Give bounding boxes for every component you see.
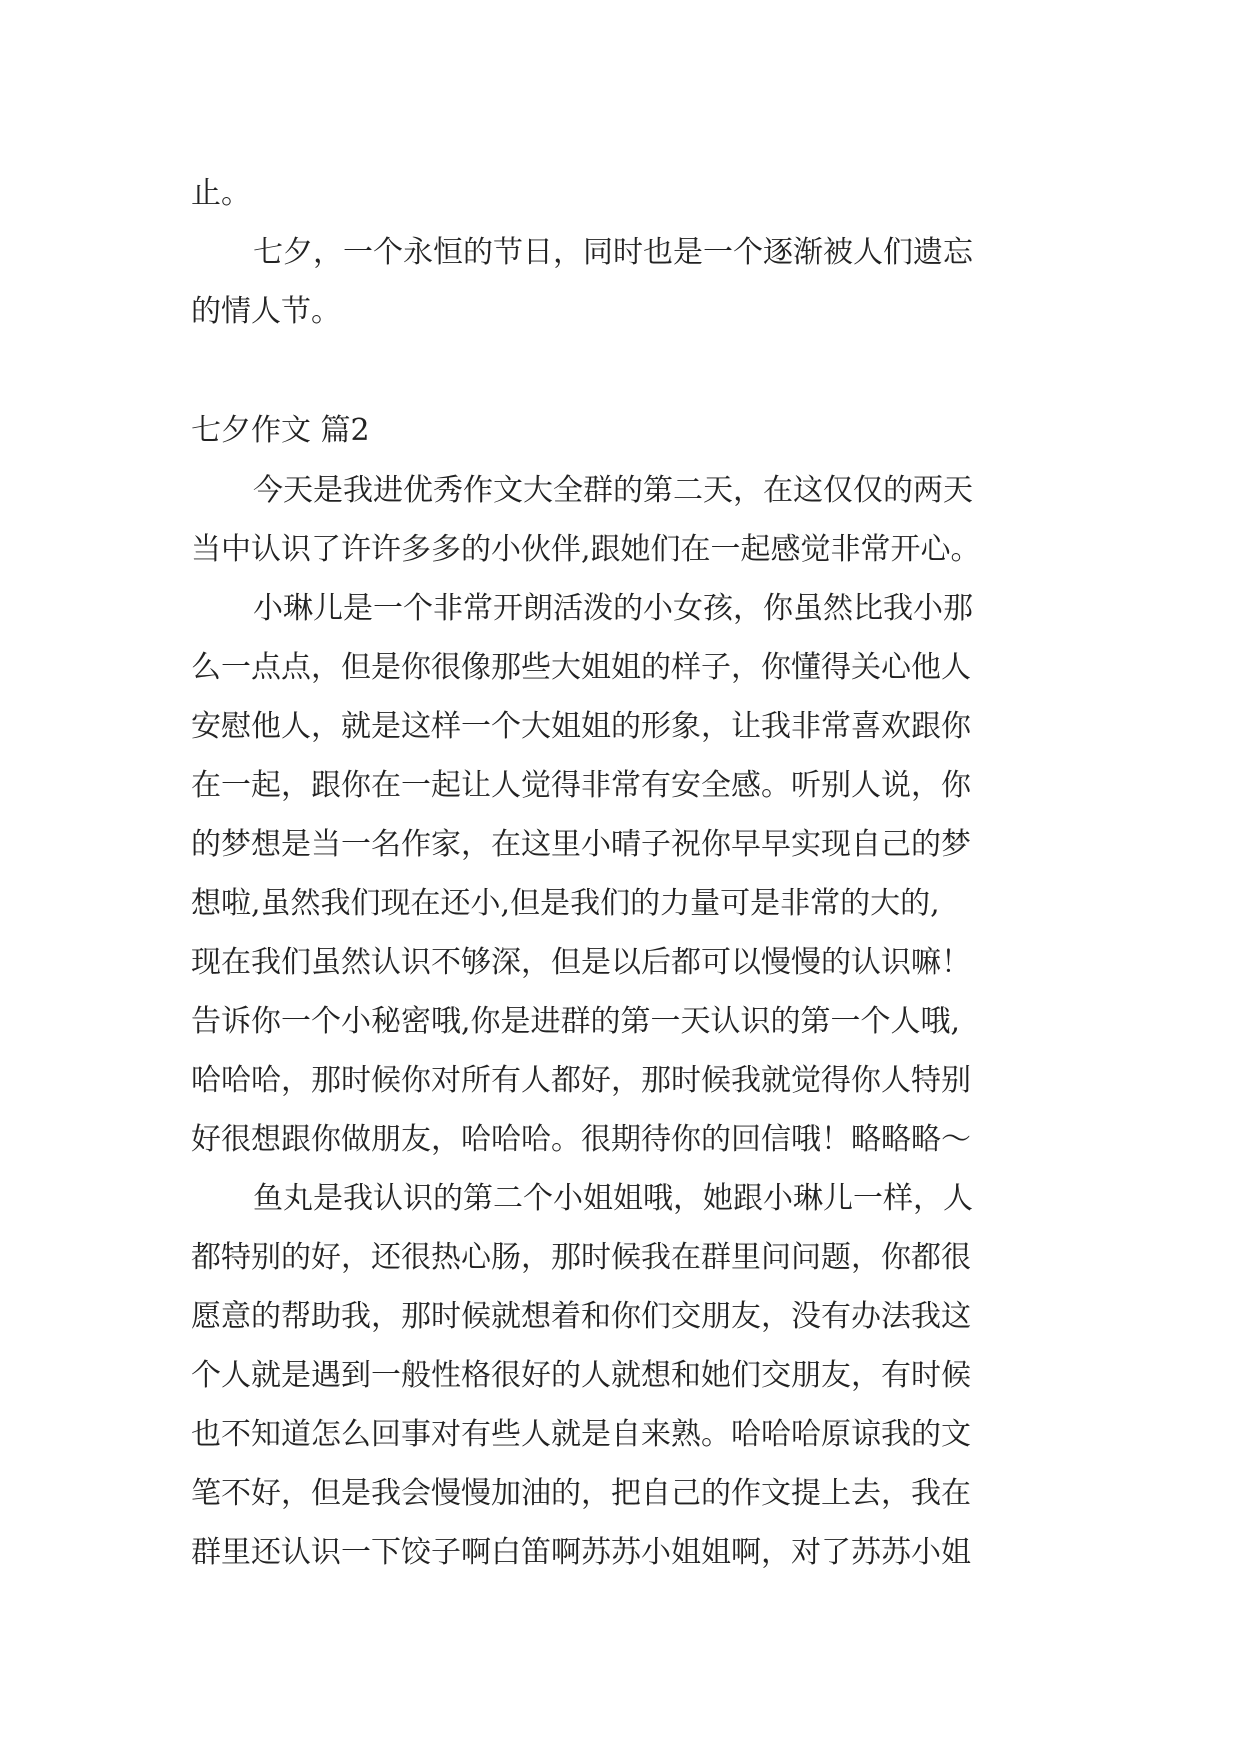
text-line: 七夕，一个永恒的节日，同时也是一个逐渐被人们遗忘 [253, 235, 973, 270]
paragraph-2 [191, 579, 1061, 1169]
section-heading: 七夕作文 篇2 [191, 413, 370, 448]
text-line: 当中认识了许许多多的小伙伴,跟她们在一起感觉非常开心。 [191, 532, 981, 567]
text-line: 哈哈哈，那时候你对所有人都好，那时候我就觉得你人特别 [191, 1063, 971, 1098]
text-line: 想啦,虽然我们现在还小,但是我们的力量可是非常的大的, [191, 886, 940, 921]
text-line: 告诉你一个小秘密哦,你是进群的第一天认识的第一个人哦, [191, 1004, 961, 1039]
text-line: 安慰他人，就是这样一个大姐姐的形象，让我非常喜欢跟你 [191, 709, 971, 744]
text-line: 现在我们虽然认识不够深，但是以后都可以慢慢的认识嘛！ [191, 945, 971, 980]
text-line: 在一起，跟你在一起让人觉得非常有安全感。听别人说，你 [191, 768, 971, 803]
text-line: 都特别的好，还很热心肠，那时候我在群里问问题，你都很 [191, 1240, 971, 1275]
text-line: 群里还认识一下饺子啊白笛啊苏苏小姐姐啊，对了苏苏小姐 [191, 1535, 971, 1570]
text-line: 的梦想是当一名作家，在这里小晴子祝你早早实现自己的梦 [191, 827, 971, 862]
text-line: 好很想跟你做朋友，哈哈哈。很期待你的回信哦！略略略～ [191, 1122, 971, 1157]
section-spacer [191, 341, 1061, 401]
text-line: 小琳儿是一个非常开朗活泼的小女孩，你虽然比我小那 [253, 591, 973, 626]
paragraph-1 [191, 461, 1061, 579]
text-line: 个人就是遇到一般性格很好的人就想和她们交朋友，有时候 [191, 1358, 971, 1393]
text-line: 也不知道怎么回事对有些人就是自来熟。哈哈哈原谅我的文 [191, 1417, 971, 1452]
paragraph-3 [191, 1169, 1061, 1582]
text-line: 止。 [191, 176, 251, 211]
text-line: 笔不好，但是我会慢慢加油的，把自己的作文提上去，我在 [191, 1476, 971, 1511]
text-line: 今天是我进优秀作文大全群的第二天，在这仅仅的两天 [253, 473, 973, 508]
text-line: 鱼丸是我认识的第二个小姐姐哦，她跟小琳儿一样，人 [253, 1181, 973, 1216]
text-line: 的情人节。 [191, 294, 341, 329]
document-body [191, 164, 1061, 1582]
text-line: 么一点点，但是你很像那些大姐姐的样子，你懂得关心他人 [191, 650, 971, 685]
text-line: 愿意的帮助我，那时候就想着和你们交朋友，没有办法我这 [191, 1299, 971, 1334]
